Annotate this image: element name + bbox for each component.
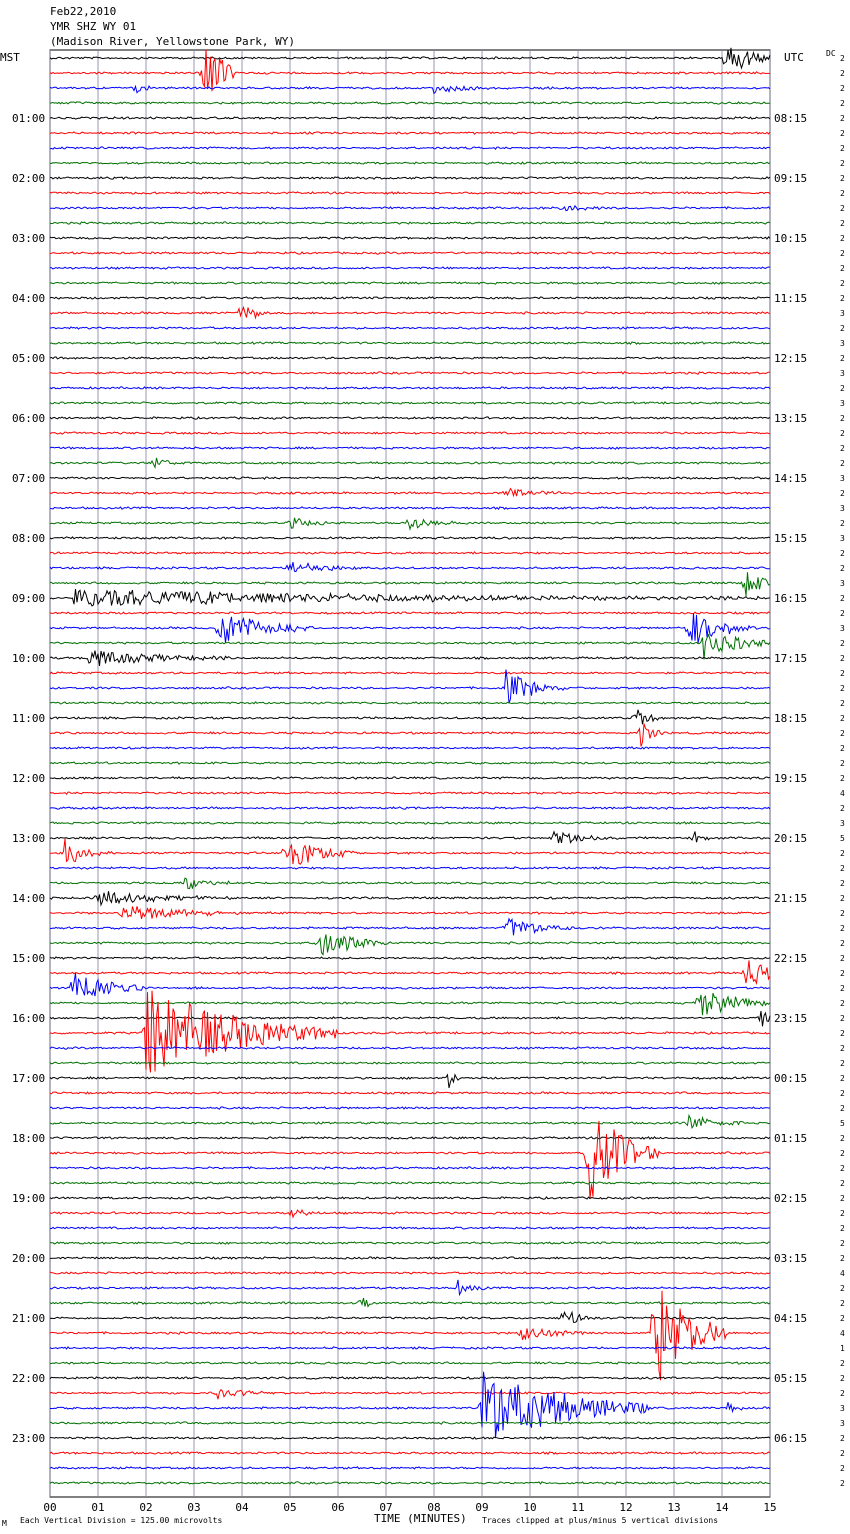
dc-offset-value: 3 bbox=[840, 819, 845, 828]
trace-line bbox=[50, 507, 770, 509]
utc-hour-label: 01:15 bbox=[774, 1132, 808, 1145]
trace-line bbox=[50, 342, 770, 344]
utc-hour-label: 06:15 bbox=[774, 1432, 808, 1445]
trace-line bbox=[50, 477, 770, 479]
dc-offset-value: 2 bbox=[840, 489, 845, 498]
dc-offset-value: 4 bbox=[840, 1269, 845, 1278]
trace-line bbox=[50, 1116, 770, 1128]
x-tick-label: 14 bbox=[715, 1501, 729, 1514]
mst-hour-label: 15:00 bbox=[12, 952, 46, 965]
dc-header-label: DC bbox=[826, 49, 836, 58]
dc-offset-value: 2 bbox=[840, 954, 845, 963]
trace-line bbox=[50, 724, 770, 747]
trace-line bbox=[50, 1137, 770, 1139]
utc-hour-label: 05:15 bbox=[774, 1372, 808, 1385]
trace-line bbox=[50, 1390, 770, 1400]
dc-offset-value: 2 bbox=[840, 1434, 845, 1443]
trace-line bbox=[50, 1062, 770, 1064]
trace-line bbox=[50, 635, 770, 660]
trace-line bbox=[50, 589, 770, 606]
dc-offset-value: 2 bbox=[840, 84, 845, 93]
x-tick-label: 11 bbox=[571, 1501, 585, 1514]
dc-offset-value: 3 bbox=[840, 369, 845, 378]
dc-offset-value: 2 bbox=[840, 129, 845, 138]
trace-line bbox=[50, 1075, 770, 1088]
utc-hour-label: 14:15 bbox=[774, 472, 808, 485]
dc-offset-value: 2 bbox=[840, 669, 845, 678]
trace-line bbox=[50, 1210, 770, 1217]
dc-offset-value: 5 bbox=[840, 1119, 845, 1128]
dc-offset-value: 2 bbox=[840, 909, 845, 918]
trace-line bbox=[50, 447, 770, 449]
dc-offset-value: 2 bbox=[840, 639, 845, 648]
trace-line bbox=[50, 387, 770, 389]
dc-offset-value: 2 bbox=[840, 444, 845, 453]
dc-offset-value: 2 bbox=[840, 294, 845, 303]
trace-line bbox=[50, 132, 770, 134]
trace-line bbox=[50, 117, 770, 119]
dc-offset-value: 2 bbox=[840, 729, 845, 738]
trace-line bbox=[50, 1121, 770, 1199]
dc-offset-value: 3 bbox=[840, 309, 845, 318]
utc-hour-label: 00:15 bbox=[774, 1072, 808, 1085]
mst-hour-label: 04:00 bbox=[12, 292, 46, 305]
trace-line bbox=[50, 562, 770, 571]
dc-offset-value: 2 bbox=[840, 1044, 845, 1053]
trace-line bbox=[50, 458, 770, 467]
trace-line bbox=[50, 651, 770, 666]
mst-hour-label: 13:00 bbox=[12, 832, 46, 845]
dc-offset-value: 2 bbox=[840, 654, 845, 663]
dc-offset-value: 2 bbox=[840, 114, 845, 123]
trace-line bbox=[50, 612, 770, 614]
trace-line bbox=[50, 222, 770, 224]
dc-offset-value: 2 bbox=[840, 969, 845, 978]
dc-offset-value: 2 bbox=[840, 999, 845, 1008]
mst-hour-label: 03:00 bbox=[12, 232, 46, 245]
mst-hour-label: 09:00 bbox=[12, 592, 46, 605]
trace-line bbox=[50, 552, 770, 554]
dc-offset-value: 2 bbox=[840, 159, 845, 168]
trace-line bbox=[50, 518, 770, 529]
dc-offset-value: 2 bbox=[840, 894, 845, 903]
dc-offset-value: 2 bbox=[840, 1194, 845, 1203]
utc-hour-label: 03:15 bbox=[774, 1252, 808, 1265]
dc-offset-value: 2 bbox=[840, 1104, 845, 1113]
trace-line bbox=[50, 282, 770, 284]
mst-hour-label: 19:00 bbox=[12, 1192, 46, 1205]
left-timezone-label: MST bbox=[0, 51, 20, 64]
trace-line bbox=[50, 670, 770, 704]
trace-line bbox=[50, 1257, 770, 1259]
trace-line bbox=[50, 1197, 770, 1199]
x-tick-label: 06 bbox=[331, 1501, 345, 1514]
dc-offset-value: 2 bbox=[840, 414, 845, 423]
dc-offset-value: 2 bbox=[840, 429, 845, 438]
utc-hour-label: 17:15 bbox=[774, 652, 808, 665]
dc-offset-value: 2 bbox=[840, 1059, 845, 1068]
x-tick-label: 00 bbox=[43, 1501, 57, 1514]
trace-line bbox=[50, 1347, 770, 1349]
dc-offset-value: 2 bbox=[840, 174, 845, 183]
dc-offset-value: 2 bbox=[840, 984, 845, 993]
dc-offset-value: 2 bbox=[840, 804, 845, 813]
clip-note: Traces clipped at plus/minus 5 vertical divisions bbox=[482, 1516, 719, 1525]
trace-line bbox=[50, 572, 770, 596]
utc-hour-label: 22:15 bbox=[774, 952, 808, 965]
trace-line bbox=[50, 1422, 770, 1424]
dc-offset-value: 2 bbox=[840, 234, 845, 243]
axis-labels bbox=[12, 54, 845, 1514]
dc-offset-value: 2 bbox=[840, 99, 845, 108]
trace-line bbox=[50, 537, 770, 539]
trace-line bbox=[50, 867, 770, 869]
mst-hour-label: 08:00 bbox=[12, 532, 46, 545]
trace-line bbox=[50, 1467, 770, 1469]
dc-offset-value: 2 bbox=[840, 564, 845, 573]
trace-line bbox=[50, 1242, 770, 1244]
dc-offset-value: 2 bbox=[840, 1254, 845, 1263]
trace-line bbox=[50, 1437, 770, 1439]
trace-line bbox=[50, 832, 770, 844]
dc-offset-value: 3 bbox=[840, 1419, 845, 1428]
dc-offset-value: 2 bbox=[840, 1209, 845, 1218]
right-timezone-label: UTC bbox=[784, 51, 804, 64]
trace-line bbox=[50, 297, 770, 299]
dc-offset-value: 3 bbox=[840, 624, 845, 633]
mst-hour-label: 21:00 bbox=[12, 1312, 46, 1325]
dc-offset-value: 2 bbox=[840, 1014, 845, 1023]
x-tick-label: 13 bbox=[667, 1501, 681, 1514]
trace-line bbox=[50, 747, 770, 749]
trace-line bbox=[50, 1272, 770, 1274]
trace-line bbox=[50, 48, 770, 68]
dc-offset-value: 2 bbox=[840, 249, 845, 258]
x-tick-label: 10 bbox=[523, 1501, 537, 1514]
trace-line bbox=[50, 1047, 770, 1049]
trace-line bbox=[50, 1291, 770, 1381]
dc-offset-value: 2 bbox=[840, 1089, 845, 1098]
dc-offset-value: 2 bbox=[840, 1029, 845, 1038]
utc-hour-label: 13:15 bbox=[774, 412, 808, 425]
dc-offset-value: 2 bbox=[840, 264, 845, 273]
dc-offset-value: 2 bbox=[840, 774, 845, 783]
trace-line bbox=[50, 237, 770, 239]
trace-line bbox=[50, 762, 770, 764]
mst-hour-label: 18:00 bbox=[12, 1132, 46, 1145]
trace-line bbox=[50, 710, 770, 725]
dc-offset-value: 2 bbox=[840, 864, 845, 873]
mst-hour-label: 17:00 bbox=[12, 1072, 46, 1085]
dc-offset-value: 4 bbox=[840, 789, 845, 798]
dc-offset-value: 2 bbox=[840, 1149, 845, 1158]
dc-offset-value: 2 bbox=[840, 1479, 845, 1488]
scale-note: Each Vertical Division = 125.00 microvolts bbox=[20, 1516, 223, 1525]
trace-line bbox=[50, 672, 770, 674]
x-tick-label: 05 bbox=[283, 1501, 297, 1514]
utc-hour-label: 11:15 bbox=[774, 292, 808, 305]
x-tick-label: 02 bbox=[139, 1501, 153, 1514]
dc-offset-value: 2 bbox=[840, 1164, 845, 1173]
dc-offset-value: 2 bbox=[840, 519, 845, 528]
trace-line bbox=[50, 839, 770, 864]
trace-line bbox=[50, 702, 770, 704]
trace-line bbox=[50, 162, 770, 164]
dc-offset-value: 2 bbox=[840, 684, 845, 693]
trace-line bbox=[50, 432, 770, 434]
trace-line bbox=[50, 49, 770, 91]
plot-date: Feb22,2010 bbox=[50, 5, 117, 18]
dc-offset-value: 2 bbox=[840, 1389, 845, 1398]
mst-hour-label: 14:00 bbox=[12, 892, 46, 905]
seismic-traces bbox=[50, 48, 770, 1484]
trace-line bbox=[50, 792, 770, 794]
x-tick-label: 09 bbox=[475, 1501, 489, 1514]
trace-line bbox=[50, 957, 770, 959]
dc-offset-value: 2 bbox=[840, 54, 845, 63]
trace-line bbox=[50, 1362, 770, 1364]
dc-offset-value: 2 bbox=[840, 744, 845, 753]
trace-line bbox=[50, 1377, 770, 1379]
utc-hour-label: 09:15 bbox=[774, 172, 808, 185]
dc-offset-value: 2 bbox=[840, 1134, 845, 1143]
mst-hour-label: 11:00 bbox=[12, 712, 46, 725]
dc-offset-value: 2 bbox=[840, 144, 845, 153]
dc-offset-value: 2 bbox=[840, 1239, 845, 1248]
x-axis-title: TIME (MINUTES) bbox=[374, 1512, 467, 1525]
x-tick-label: 07 bbox=[379, 1501, 393, 1514]
dc-offset-value: 2 bbox=[840, 279, 845, 288]
dc-offset-value: 2 bbox=[840, 924, 845, 933]
trace-line bbox=[50, 206, 770, 211]
utc-hour-label: 15:15 bbox=[774, 532, 808, 545]
trace-line bbox=[50, 973, 770, 996]
dc-offset-value: 2 bbox=[840, 324, 845, 333]
dc-offset-value: 4 bbox=[840, 1329, 845, 1338]
trace-line bbox=[50, 906, 770, 919]
trace-line bbox=[50, 417, 770, 419]
station-id: YMR SHZ WY 01 bbox=[50, 20, 137, 33]
trace-line bbox=[50, 807, 770, 809]
trace-line bbox=[50, 1092, 770, 1094]
dc-offset-value: 2 bbox=[840, 939, 845, 948]
trace-line bbox=[50, 192, 770, 194]
x-tick-label: 01 bbox=[91, 1501, 105, 1514]
utc-hour-label: 10:15 bbox=[774, 232, 808, 245]
dc-offset-value: 2 bbox=[840, 549, 845, 558]
trace-line bbox=[50, 489, 770, 497]
dc-offset-value: 2 bbox=[840, 1179, 845, 1188]
x-tick-label: 04 bbox=[235, 1501, 249, 1514]
utc-hour-label: 08:15 bbox=[774, 112, 808, 125]
dc-offset-value: 2 bbox=[840, 1449, 845, 1458]
x-tick-label: 15 bbox=[763, 1501, 777, 1514]
dc-offset-value: 2 bbox=[840, 714, 845, 723]
mst-hour-label: 20:00 bbox=[12, 1252, 46, 1265]
mst-hour-label: 05:00 bbox=[12, 352, 46, 365]
x-tick-label: 08 bbox=[427, 1501, 441, 1514]
dc-offset-value: 2 bbox=[840, 609, 845, 618]
trace-line bbox=[50, 402, 770, 404]
utc-hour-label: 16:15 bbox=[774, 592, 808, 605]
trace-line bbox=[50, 1107, 770, 1109]
mst-hour-label: 07:00 bbox=[12, 472, 46, 485]
trace-line bbox=[50, 919, 770, 936]
dc-offset-value: 2 bbox=[840, 354, 845, 363]
mst-hour-label: 10:00 bbox=[12, 652, 46, 665]
trace-line bbox=[50, 147, 770, 149]
dc-offset-value: 3 bbox=[840, 339, 845, 348]
dc-offset-value: 2 bbox=[840, 699, 845, 708]
utc-hour-label: 04:15 bbox=[774, 1312, 808, 1325]
trace-line bbox=[50, 822, 770, 824]
trace-line bbox=[50, 372, 770, 374]
trace-line bbox=[50, 86, 770, 94]
dc-offset-value: 2 bbox=[840, 759, 845, 768]
dc-offset-value: 2 bbox=[840, 204, 845, 213]
corner-mark: M bbox=[2, 1519, 7, 1528]
dc-offset-value: 2 bbox=[840, 594, 845, 603]
trace-line bbox=[50, 891, 770, 905]
trace-line bbox=[50, 1227, 770, 1229]
dc-offset-value: 2 bbox=[840, 1284, 845, 1293]
utc-hour-label: 02:15 bbox=[774, 1192, 808, 1205]
dc-offset-value: 3 bbox=[840, 579, 845, 588]
mst-hour-label: 01:00 bbox=[12, 112, 46, 125]
trace-line bbox=[50, 935, 770, 955]
dc-offset-value: 2 bbox=[840, 219, 845, 228]
utc-hour-label: 23:15 bbox=[774, 1012, 808, 1025]
mst-hour-label: 22:00 bbox=[12, 1372, 46, 1385]
dc-offset-value: 2 bbox=[840, 1359, 845, 1368]
trace-line bbox=[50, 1452, 770, 1454]
mst-hour-label: 23:00 bbox=[12, 1432, 46, 1445]
mst-hour-label: 16:00 bbox=[12, 1012, 46, 1025]
trace-line bbox=[50, 102, 770, 104]
x-tick-label: 12 bbox=[619, 1501, 633, 1514]
dc-offset-value: 2 bbox=[840, 1224, 845, 1233]
dc-offset-value: 3 bbox=[840, 399, 845, 408]
dc-offset-value: 3 bbox=[840, 534, 845, 543]
trace-line bbox=[50, 1182, 770, 1184]
mst-hour-label: 12:00 bbox=[12, 772, 46, 785]
dc-offset-value: 2 bbox=[840, 384, 845, 393]
dc-offset-value: 2 bbox=[840, 879, 845, 888]
trace-line bbox=[50, 960, 770, 983]
trace-line bbox=[50, 252, 770, 254]
utc-hour-label: 21:15 bbox=[774, 892, 808, 905]
mst-hour-label: 02:00 bbox=[12, 172, 46, 185]
trace-line bbox=[50, 1167, 770, 1169]
trace-line bbox=[50, 777, 770, 779]
dc-offset-value: 2 bbox=[840, 69, 845, 78]
trace-line bbox=[50, 357, 770, 359]
dc-offset-value: 2 bbox=[840, 849, 845, 858]
dc-offset-value: 3 bbox=[840, 504, 845, 513]
dc-offset-value: 2 bbox=[840, 1299, 845, 1308]
trace-line bbox=[50, 878, 770, 889]
dc-offset-value: 3 bbox=[840, 474, 845, 483]
mst-hour-label: 06:00 bbox=[12, 412, 46, 425]
trace-line bbox=[50, 177, 770, 179]
dc-offset-value: 5 bbox=[840, 834, 845, 843]
trace-line bbox=[50, 1482, 770, 1484]
dc-offset-value: 2 bbox=[840, 1314, 845, 1323]
utc-hour-label: 19:15 bbox=[774, 772, 808, 785]
dc-offset-value: 1 bbox=[840, 1344, 845, 1353]
trace-line bbox=[50, 267, 770, 269]
dc-offset-value: 2 bbox=[840, 1074, 845, 1083]
utc-hour-label: 18:15 bbox=[774, 712, 808, 725]
station-location: (Madison River, Yellowstone Park, WY) bbox=[50, 35, 296, 48]
x-tick-label: 03 bbox=[187, 1501, 201, 1514]
trace-line bbox=[50, 327, 770, 329]
utc-hour-label: 12:15 bbox=[774, 352, 808, 365]
trace-line bbox=[50, 307, 770, 318]
dc-offset-value: 2 bbox=[840, 189, 845, 198]
utc-hour-label: 20:15 bbox=[774, 832, 808, 845]
dc-offset-value: 2 bbox=[840, 1464, 845, 1473]
trace-line bbox=[50, 613, 770, 643]
dc-offset-value: 2 bbox=[840, 1374, 845, 1383]
dc-offset-value: 2 bbox=[840, 459, 845, 468]
dc-offset-value: 3 bbox=[840, 1404, 845, 1413]
trace-line bbox=[50, 1372, 770, 1438]
